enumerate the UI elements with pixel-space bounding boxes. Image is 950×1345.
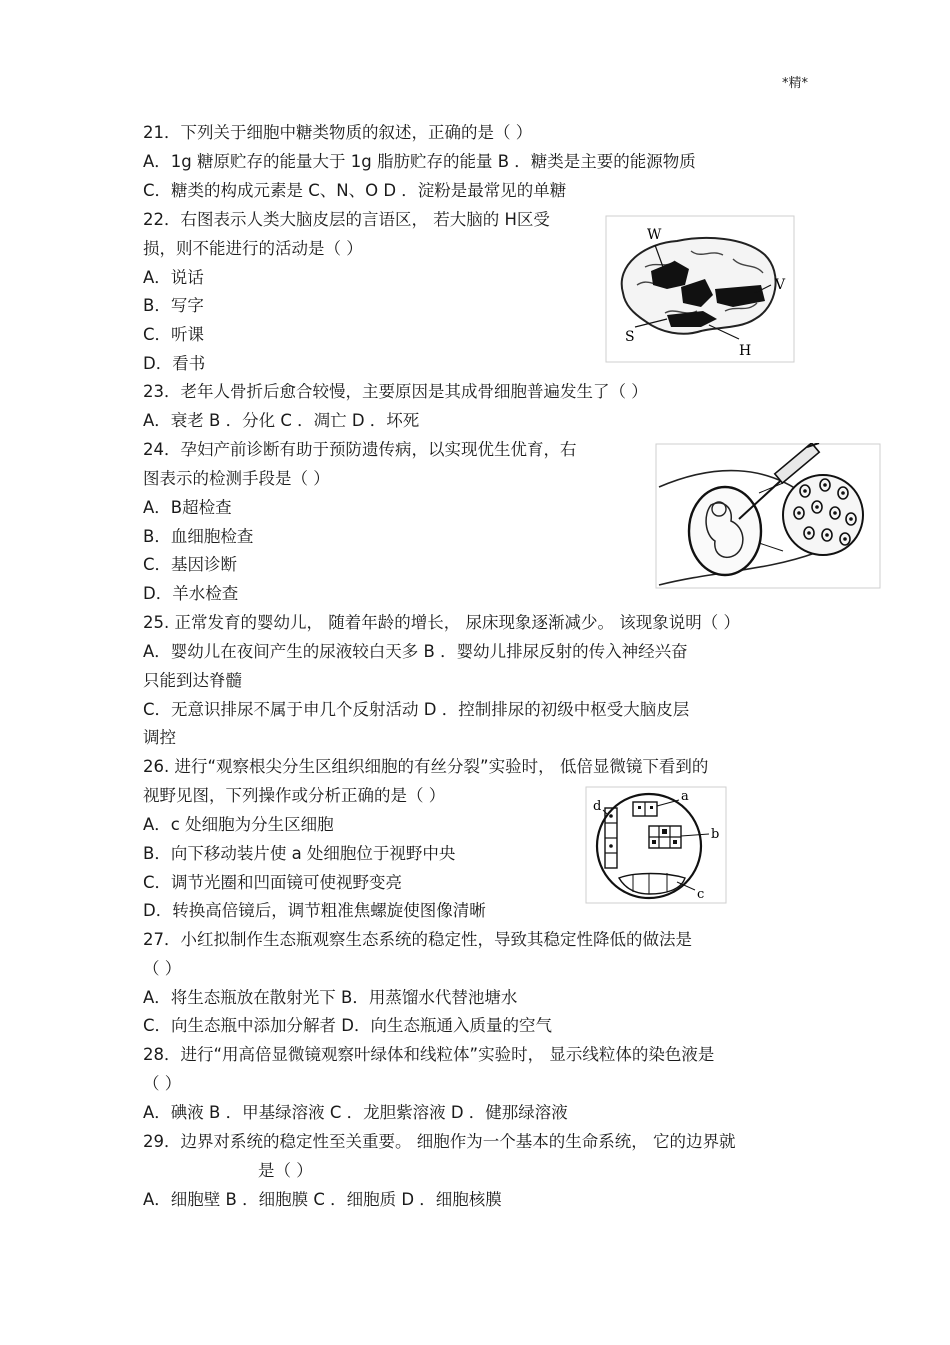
page-header: *精* xyxy=(782,76,809,91)
amniocentesis-figure xyxy=(655,443,881,589)
q23-stem: 23．老年人骨折后愈合较慢，主要原因是其成骨细胞普遍发生了（ ） xyxy=(143,382,648,401)
q25-stem: 25. 正常发育的婴幼儿， 随着年龄的增长， 尿床现象逐渐减少。 该现象说明（ ） xyxy=(143,613,740,632)
q23-options: A．衰老 B ．分化 C ．凋亡 D ．坏死 xyxy=(143,411,420,430)
q22-stem-line1: 22．右图表示人类大脑皮层的言语区， 若大脑的 H区受 xyxy=(143,210,550,229)
q25-options-cd: C．无意识排尿不属于申几个反射活动 D ．控制排尿的初级中枢受大脑皮层 xyxy=(143,700,690,719)
q24-option-b: B．血细胞检查 xyxy=(143,527,254,546)
q29-stem-line1: 29．边界对系统的稳定性至关重要。 细胞作为一个基本的生命系统， 它的边界就 xyxy=(143,1132,736,1151)
q21-options-cd: C．糖类的构成元素是 C、N、O D ．淀粉是最常见的单糖 xyxy=(143,181,567,200)
q22-option-b: B．写字 xyxy=(143,296,204,315)
q27-options-ab: A．将生态瓶放在散射光下 B．用蒸馏水代替池塘水 xyxy=(143,988,518,1007)
q25-option-d-cont: 调控 xyxy=(143,728,176,747)
q25-option-b-cont: 只能到达脊髓 xyxy=(143,671,242,690)
q26-option-a: A．c 处细胞为分生区细胞 xyxy=(143,815,334,834)
root-tip-field-diagram xyxy=(585,786,727,904)
q27-paren: （ ） xyxy=(143,959,182,978)
q24-stem-line2: 图表示的检测手段是（ ） xyxy=(143,469,330,488)
label-a: a xyxy=(681,789,689,804)
q29-stem-line2: 是（ ） xyxy=(258,1161,313,1180)
label-b: b xyxy=(711,827,720,842)
microscope-field-figure xyxy=(585,786,727,904)
brain-speech-area-figure xyxy=(605,215,795,363)
q27-stem: 27．小红拟制作生态瓶观察生态系统的稳定性，导致其稳定性降低的做法是 xyxy=(143,930,692,949)
q21-stem: 21．下列关于细胞中糖类物质的叙述，正确的是（ ） xyxy=(143,123,533,142)
q27-options-cd: C．向生态瓶中添加分解者 D．向生态瓶通入质量的空气 xyxy=(143,1016,552,1035)
q28-stem: 28．进行“用高倍显微镜观察叶绿体和线粒体”实验时， 显示线粒体的染色液是 xyxy=(143,1045,715,1064)
q26-stem-line1: 26. 进行“观察根尖分生区组织细胞的有丝分裂”实验时， 低倍显微镜下看到的 xyxy=(143,757,709,776)
q26-stem-line2: 视野见图，下列操作或分析正确的是（ ） xyxy=(143,786,446,805)
q24-option-a: A．B超检查 xyxy=(143,498,232,517)
q22-stem-line2: 损，则不能进行的活动是（ ） xyxy=(143,239,363,258)
q25-options-ab: A．婴幼儿在夜间产生的尿液较白天多 B ．婴幼儿排尿反射的传入神经兴奋 xyxy=(143,642,688,661)
label-c: c xyxy=(697,887,705,902)
label-s: S xyxy=(625,329,635,345)
q29-options: A．细胞壁 B ．细胞膜 C ．细胞质 D ．细胞核膜 xyxy=(143,1190,502,1209)
label-w: W xyxy=(647,227,662,243)
q26-option-d: D．转换高倍镜后，调节粗准焦螺旋使图像清晰 xyxy=(143,901,486,920)
q26-option-b: B．向下移动装片使 a 处细胞位于视野中央 xyxy=(143,844,456,863)
q26-option-c: C．调节光圈和凹面镜可使视野变亮 xyxy=(143,873,403,892)
q22-option-d: D．看书 xyxy=(143,354,206,373)
q24-option-c: C．基因诊断 xyxy=(143,555,238,574)
prenatal-diagnosis-diagram xyxy=(655,443,881,589)
q24-option-d: D．羊水检查 xyxy=(143,584,239,603)
brain-diagram xyxy=(605,215,795,363)
q22-option-a: A．说话 xyxy=(143,268,204,287)
q22-option-c: C．听课 xyxy=(143,325,205,344)
label-d: d xyxy=(593,799,602,814)
q28-paren: （ ） xyxy=(143,1074,182,1093)
q21-options-ab: A．1g 糖原贮存的能量大于 1g 脂肪贮存的能量 B ．糖类是主要的能源物质 xyxy=(143,152,696,171)
q24-stem-line1: 24．孕妇产前诊断有助于预防遗传病，以实现优生优育，右 xyxy=(143,440,577,459)
label-v: V xyxy=(775,277,786,293)
label-h: H xyxy=(739,343,752,359)
q28-options: A．碘液 B ．甲基绿溶液 C ．龙胆紫溶液 D ．健那绿溶液 xyxy=(143,1103,568,1122)
